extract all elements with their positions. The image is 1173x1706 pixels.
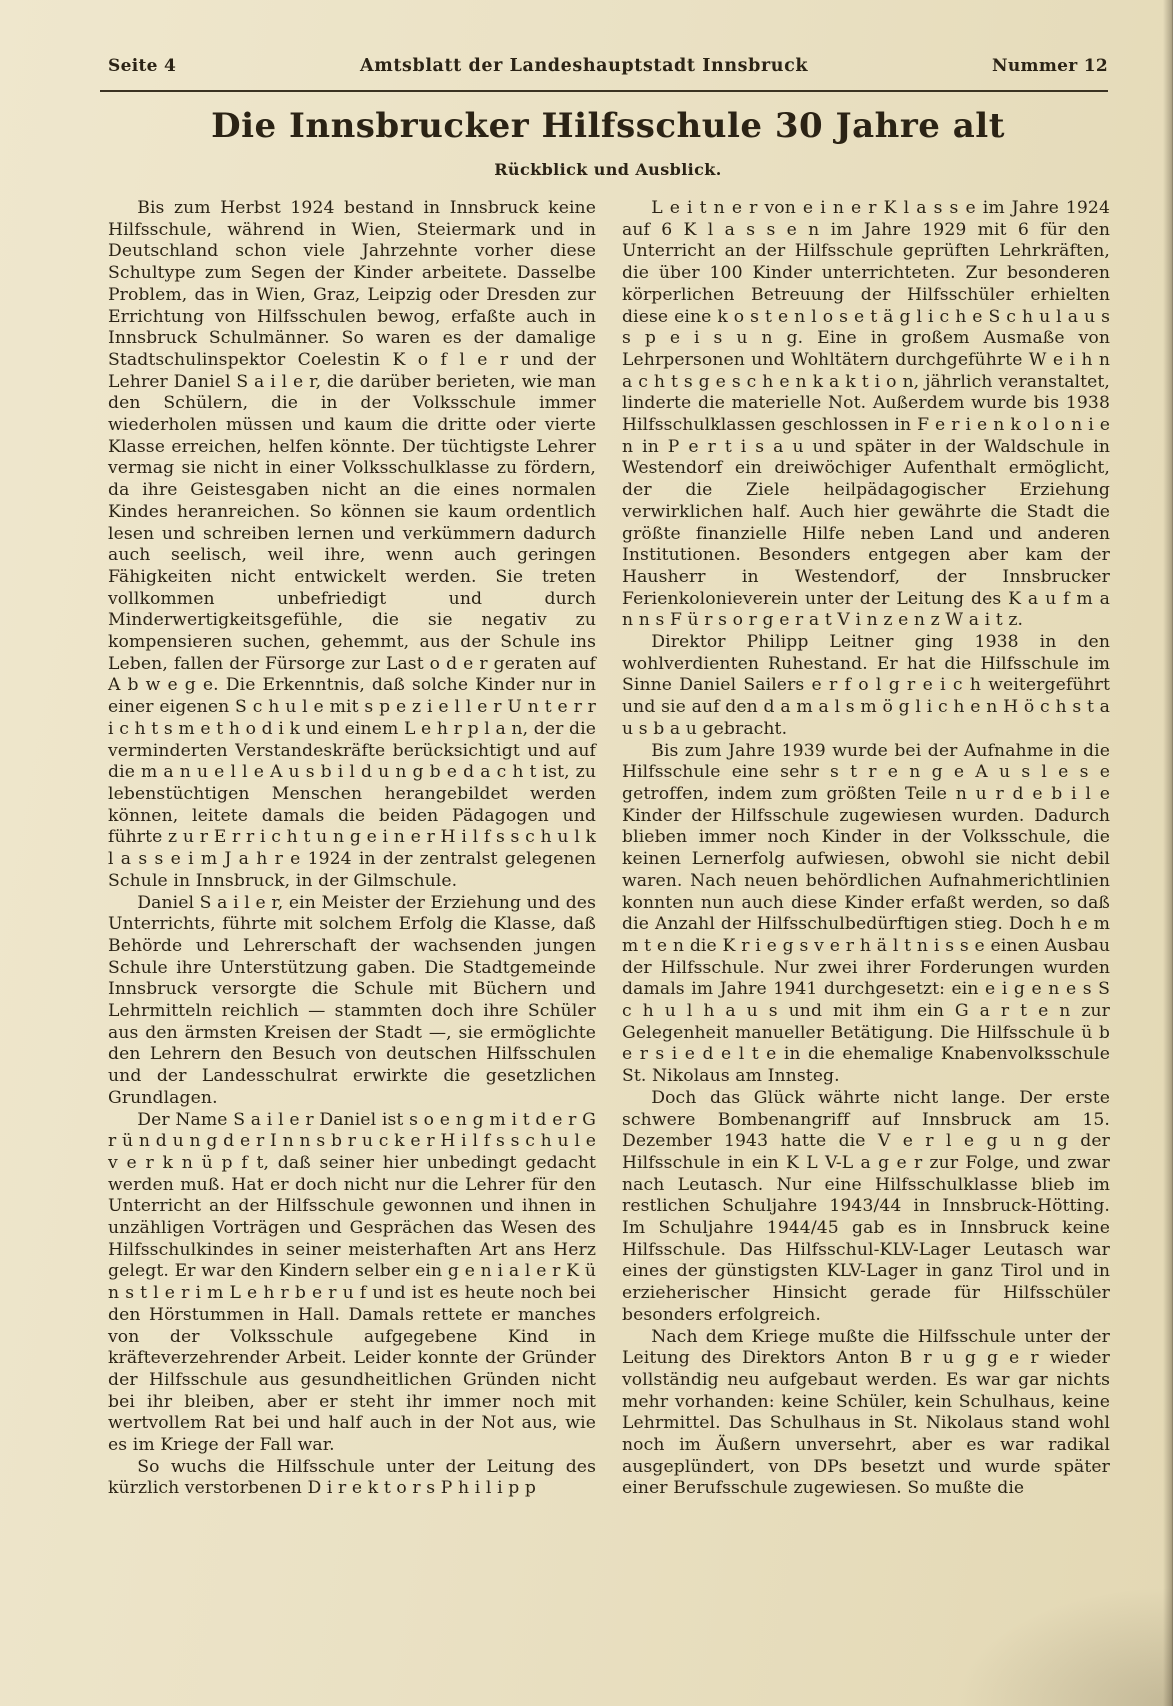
column-left bbox=[108, 198, 596, 1500]
masthead bbox=[108, 56, 1108, 76]
paragraph: Nach dem Kriege mußte die Hilfsschule unter der Leitung des Direktors Anton B r u g g e r wieder vollständig neu aufgebaut werden. Es war gar nichts mehr vorhanden: keine Schüler, kein Schulhaus, keine Lehrmittel. Das Schulhaus in St. Nikolaus stand wohl noch im Äußern unversehrt, aber es war radikal ausgeplündert, von DPs besetzt und wurde später einer Berufsschule zugewiesen. So mußte die bbox=[622, 1326, 1110, 1499]
paragraph: Doch das Glück währte nicht lange. Der erste schwere Bombenangriff auf Innsbruck am 15. Dezember 1943 hatte die V e r l e g u n g der Hilfsschule in ein K L V-L a g e r zur Folge, und zwar nach Leutasch. Nur eine Hilfsschulklasse blieb im restlichen Schuljahre 1943/44 in Innsbruck-Hötting. Im Schuljahre 1944/45 gab es in Innsbruck keine Hilfsschule. Das Hilfsschul-KLV-Lager Leutasch war eines der günstigsten KLV-Lager in ganz Tirol und in erzieherischer Hinsicht gerade für Hilfsschüler besonders erfolgreich. bbox=[622, 1087, 1110, 1325]
publication-title: Amtsblatt der Landeshauptstadt Innsbruck bbox=[360, 56, 809, 76]
paragraph: Direktor Philipp Leitner ging 1938 in den wohlverdienten Ruhestand. Er hat die Hilfsschule im Sinne Daniel Sailers e r f o l g r e i c h weitergeführt und sie auf den d a m a l s m ö g l i c h e n H ö c h s t a u s b a u gebracht. bbox=[622, 632, 1110, 739]
paragraph: Bis zum Herbst 1924 bestand in Innsbruck keine Hilfsschule, während in Wien, Steiermark und in Deutschland schon viele Jahrzehnte vorher diese Schultype zum Segen der Kinder arbeitete. Dasselbe Problem, das in Wien, Graz, Leipzig oder Dresden zur Errichtung von Hilfsschulen bewog, erfaßte auch in Innsbruck Schulmänner. So waren es der damalige Stadtschulinspektor Coelestin K o f l e r und der Lehrer Daniel S a i l e r, die darüber berieten, wie man den Schülern, die in der Volksschule immer wiederholen müssen und kaum die dritte oder vierte Klasse erreichen, helfen könnte. Der tüchtigste Lehrer vermag sie nicht in einer Volksschulklasse zu fördern, da ihre Geistesgaben nicht an die eines normalen Kindes heranreichen. So können sie kaum ordentlich lesen und schreiben lernen und verkümmern dadurch auch seelisch, weil ihre, wenn auch geringen Fähigkeiten nicht entwickelt werden. Sie treten vollkommen unbefriedigt und durch Minderwertigkeitsgefühle, die sie negativ zu kompensieren suchen, gehemmt, aus der Schule ins Leben, fallen der Fürsorge zur Last o d e r geraten auf A b w e g e. Die Erkenntnis, daß solche Kinder nur in einer eigenen S c h u l e mit s p e z i e l l e r U n t e r r i c h t s m e t h o d i k und einem L e h r p l a n, der die verminderten Verstandeskräfte berücksichtigt und auf die m a n u e l l e A u s b i l d u n g b e d a c h t ist, zu lebenstüchtigen Menschen herangebildet werden können, leitete damals die beiden Pädagogen und führte z u r E r r i c h t u n g e i n e r H i l f s s c h u l k l a s s e i m J a h r e 1924 in der zentralst gelegenen Schule in Innsbruck, in der Gilmschule. bbox=[108, 198, 596, 891]
article-title: Die Innsbrucker Hilfsschule 30 Jahre alt bbox=[211, 106, 1005, 146]
column-right bbox=[622, 198, 1110, 1500]
article-subtitle: Rückblick und Ausblick. bbox=[494, 160, 722, 179]
page-number: Seite 4 bbox=[108, 56, 177, 76]
masthead-rule bbox=[100, 90, 1108, 92]
issue-number: Nummer 12 bbox=[992, 56, 1108, 76]
paragraph: Daniel S a i l e r, ein Meister der Erziehung und des Unterrichts, führte mit solchem Erfolg die Klasse, daß Behörde und Lehrerschaft der wachsenden jungen Schule ihre Unterstützung gaben. Die Stadtgemeinde Innsbruck versorgte die Schule mit Büchern und Lehrmitteln reichlich — stammten doch ihre Schüler aus den ärmsten Kreisen der Stadt —, sie ermöglichte den Lehrern den Besuch von deutschen Hilfsschulen und der Landesschulrat erwirkte die gesetzlichen Grundlagen. bbox=[108, 892, 596, 1108]
paragraph: L e i t n e r von e i n e r K l a s s e im Jahre 1924 auf 6 K l a s s e n im Jahre 1929 mit 6 für den Unterricht an der Hilfsschule geprüften Lehrkräften, die über 100 Kinder unterrichteten. Zur besonderen körperlichen Betreuung der Hilfsschüler erhielten diese eine k o s t e n l o s e t ä g l i c h e S c h u l a u s s p e i s u n g. Eine in großem Ausmaße von Lehrpersonen und Wohltätern durchgeführte W e i h n a c h t s g e s c h e n k a k t i o n, jährlich veranstaltet, linderte die materielle Not. Außerdem wurde bis 1938 Hilfsschulklassen geschlossen in F e r i e n k o l o n i e n in P e r t i s a u und später in der Waldschule in Westendorf ein dreiwöchiger Aufenthalt ermöglicht, der die Ziele heilpädagogischer Erziehung verwirklichen half. Auch hier gewährte die Stadt die größte finanzielle Hilfe neben Land und anderen Institutionen. Besonders entgegen aber kam der Hausherr in Westendorf, der Innsbrucker Ferienkolonieverein unter der Leitung des K a u f m a n n s F ü r s o r g e r a t V i n z e n z W a i t z. bbox=[622, 198, 1110, 631]
article-body bbox=[108, 198, 1110, 1500]
paragraph: Der Name S a i l e r Daniel ist s o e n g m i t d e r G r ü n d u n g d e r I n n s b r u c k e r H i l f s s c h u l e v e r k n ü p f t, daß seiner hier unbedingt gedacht werden muß. Hat er doch nicht nur die Lehrer für den Unterricht an der Hilfsschule gewonnen und ihnen in unzähligen Vorträgen und Gesprächen das Wesen des Hilfsschulkindes in seiner meisterhaften Art ans Herz gelegt. Er war den Kindern selber ein g e n i a l e r K ü n s t l e r i m L e h r b e r u f und ist es heute noch bei den Hörstummen in Hall. Damals rettete er manches von der Volksschule aufgegebene Kind in kräfteverzehrender Arbeit. Leider konnte der Gründer der Hilfsschule aus gesundheitlichen Gründen nicht bei ihr bleiben, aber er steht ihr immer noch mit wertvollem Rat bei und half auch in der Not aus, wie es im Kriege der Fall war. bbox=[108, 1109, 596, 1456]
paragraph: So wuchs die Hilfsschule unter der Leitung des kürzlich verstorbenen D i r e k t o r s P h i l i p p bbox=[108, 1456, 596, 1499]
paragraph: Bis zum Jahre 1939 wurde bei der Aufnahme in die Hilfsschule eine sehr s t r e n g e A u s l e s e getroffen, indem zum größten Teile n u r d e b i l e Kinder der Hilfsschule zugewiesen wurden. Dadurch blieben immer noch Kinder in der Volksschule, die keinen Lernerfolg aufwiesen, obwohl sie nicht debil waren. Nach neuen behördlichen Aufnahmerichtlinien konnten nun auch diese Kinder erfaßt werden, so daß die Anzahl der Hilfsschulbedürftigen stieg. Doch h e m m t e n die K r i e g s v e r h ä l t n i s s e einen Ausbau der Hilfsschule. Nur zwei ihrer Forderungen wurden damals im Jahre 1941 durchgesetzt: ein e i g e n e s S c h u l h a u s und mit ihm ein G a r t e n zur Gelegenheit manueller Betätigung. Die Hilfsschule ü b e r s i e d e l t e in die ehemalige Knabenvolksschule St. Nikolaus am Innsteg. bbox=[622, 740, 1110, 1087]
